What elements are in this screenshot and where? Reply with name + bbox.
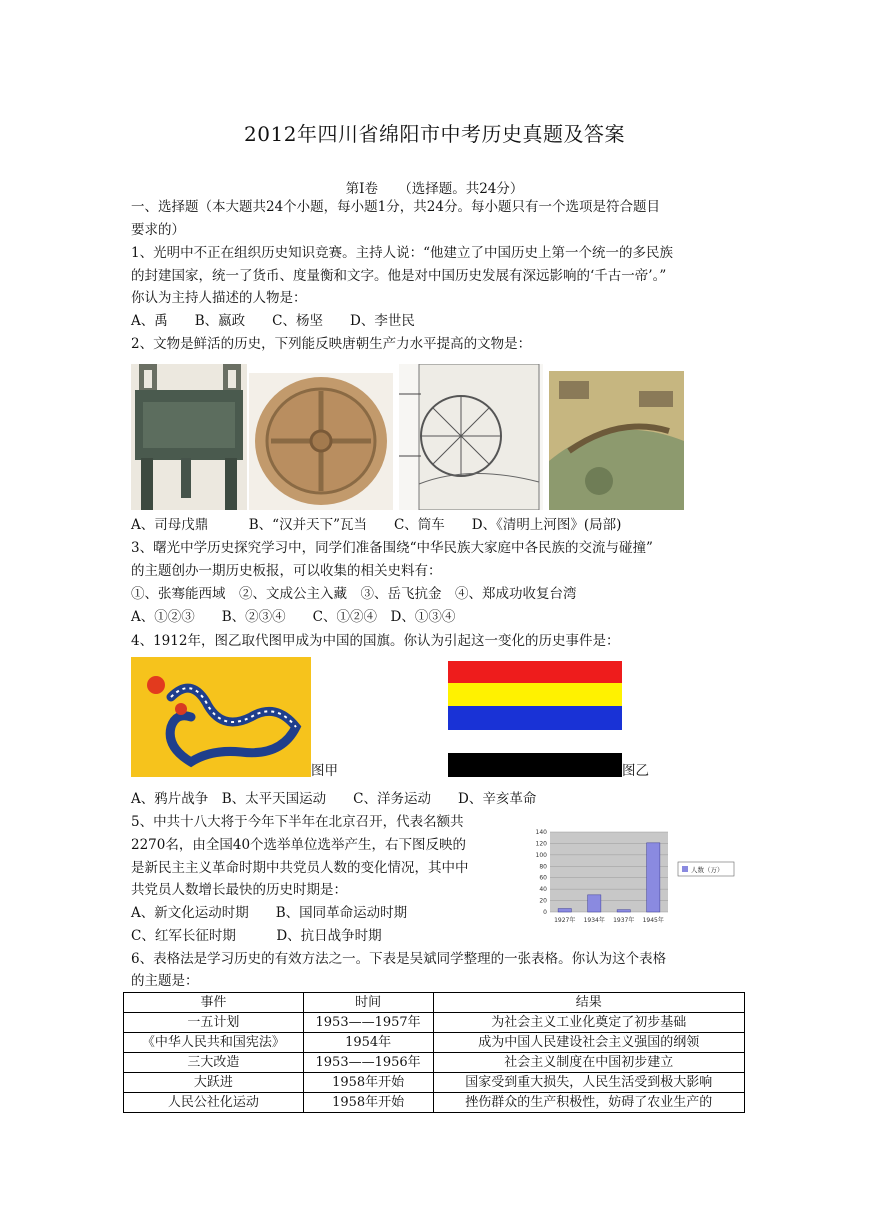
y-tick-label: 80 [539, 863, 547, 871]
q1-stem-3: 你认为主持人描述的人物是： [131, 290, 307, 306]
table-cell: 为社会主义工业化奠定了初步基础 [433, 1013, 744, 1033]
chart-bar-1937年 [617, 910, 630, 912]
table-cell: 三大改造 [124, 1053, 304, 1073]
y-tick-label: 140 [535, 829, 547, 836]
table-row [124, 1073, 745, 1093]
table-cell: 1953——1956年 [303, 1053, 433, 1073]
flag-stripe-red [448, 661, 622, 683]
header-cell: 结果 [433, 993, 744, 1013]
q5-stem-2: 2270名，由全国40个选举单位选举产生，右下图反映的 [131, 837, 467, 853]
table-row [124, 1053, 745, 1073]
table-cell: 1953——1957年 [303, 1013, 433, 1033]
chart-bar-1934年 [588, 895, 601, 912]
q5-stem-4: 共党员人数增长最快的历史时期是： [131, 882, 347, 898]
instructions-line-1: 一、选择题（本大题共24个小题，每小题1分，共24分。每小题只有一个选项是符合题目 [131, 199, 660, 215]
y-tick-label: 0 [543, 909, 547, 916]
q2-options: A、司母戊鼎 B、“汉并天下”瓦当 C、筒车 D、《清明上河图》(局部) [131, 517, 622, 533]
q1-stem-2: 的封建国家，统一了货币、度量衡和文字。他是对中国历史发展有深远影响的‘千古一帝’。” [131, 268, 667, 284]
instructions-line-2: 要求的） [131, 222, 185, 238]
table-cell: 1958年开始 [303, 1073, 433, 1093]
y-tick-label: 100 [535, 851, 547, 859]
table-cell: 国家受到重大损失，人民生活受到极大影响 [433, 1073, 744, 1093]
page-title: 2012年四川省绵阳市中考历史真题及答案 [244, 122, 625, 146]
x-tick-label: 1934年 [583, 917, 605, 924]
flag-b-label: 图乙 [622, 763, 649, 779]
x-tick-label: 1945年 [642, 917, 664, 924]
table-cell: 大跃进 [124, 1073, 304, 1093]
legend-swatch [682, 866, 688, 872]
table-cell: 1958年开始 [303, 1093, 433, 1113]
table-cell: 挫伤群众的生产积极性，妨碍了农业生产的 [433, 1093, 744, 1113]
flag-stripe-blue [448, 706, 622, 730]
y-tick-label: 60 [539, 874, 547, 882]
q3-items: ①、张骞能西域 ②、文成公主入藏 ③、岳飞抗金 ④、郑成功收复台湾 [131, 586, 577, 602]
y-tick-label: 40 [539, 886, 547, 894]
table-cell: 成为中国人民建设社会主义强国的纲领 [433, 1033, 744, 1053]
table-cell: 《中华人民共和国宪法》 [124, 1033, 304, 1053]
header-cell: 时间 [303, 993, 433, 1013]
q4-stem: 4、1912年，图乙取代图甲成为中国的国旗。你认为引起这一变化的历史事件是： [131, 633, 620, 649]
q6-stem-1: 6、表格法是学习历史的有效方法之一。下表是吴斌同学整理的一张表格。你认为这个表格 [131, 951, 667, 967]
flag-stripe-black [448, 753, 622, 777]
chart-bar-1945年 [647, 843, 660, 912]
table-row [124, 1033, 745, 1053]
q1-options: A、禹 B、嬴政 C、杨坚 D、李世民 [131, 313, 415, 329]
water-wheel-image [399, 364, 543, 510]
x-tick-label: 1927年 [554, 917, 576, 924]
table-cell: 人民公社化运动 [124, 1093, 304, 1113]
q3-stem-1: 3、曙光中学历史探究学习中，同学们准备围绕“中华民族大家庭中各民族的交流与碰撞” [131, 540, 653, 556]
y-tick-label: 20 [539, 897, 547, 905]
y-tick-label: 120 [535, 840, 547, 848]
table-header-row [124, 993, 745, 1013]
qingming-painting-image [549, 371, 684, 510]
dragon-flag-image [131, 657, 311, 777]
flag-a-label: 图甲 [311, 763, 338, 779]
table-row [124, 1013, 745, 1033]
section-heading: 第Ⅰ卷 （选择题。共24分） [345, 181, 524, 197]
q5-stem-1: 5、中共十八大将于今年下半年在北京召开，代表名额共 [131, 814, 464, 830]
legend-label: 人数（万） [691, 866, 724, 874]
table-cell: 1954年 [303, 1033, 433, 1053]
q1-stem-1: 1、光明中不正在组织历史知识竞赛。主持人说：“他建立了中国历史上第一个统一的多民族 [131, 245, 673, 261]
party-membership-chart [523, 824, 736, 934]
table-cell: 一五计划 [124, 1013, 304, 1033]
q4-options: A、鸦片战争 B、太平天国运动 C、洋务运动 D、辛亥革命 [131, 791, 537, 807]
q6-stem-2: 的主题是： [131, 973, 199, 989]
flag-stripe-white [448, 730, 622, 753]
q3-options: A、①②③ B、②③④ C、①②④ D、①③④ [131, 609, 456, 625]
ding-vessel-image [131, 364, 247, 510]
flag-stripe-yellow [448, 683, 622, 706]
table-cell: 社会主义制度在中国初步建立 [433, 1053, 744, 1073]
tile-end-image [249, 373, 393, 510]
q5-stem-3: 是新民主主义革命时期中共党员人数的变化情况，其中中 [131, 860, 469, 876]
header-cell: 事件 [124, 993, 304, 1013]
q2-stem: 2、文物是鲜活的历史，下列能反映唐朝生产力水平提高的文物是： [131, 336, 532, 352]
chart-bar-1927年 [558, 909, 571, 912]
table-row [124, 1093, 745, 1113]
q3-stem-2: 的主题创办一期历史板报，可以收集的相关史料有： [131, 563, 442, 579]
q5-options-1: A、新文化运动时期 B、国同革命运动时期 [131, 905, 408, 921]
x-tick-label: 1937年 [613, 917, 635, 924]
q5-options-2: C、红军长征时期 D、抗日战争时期 [131, 928, 382, 944]
events-table [123, 992, 745, 1113]
